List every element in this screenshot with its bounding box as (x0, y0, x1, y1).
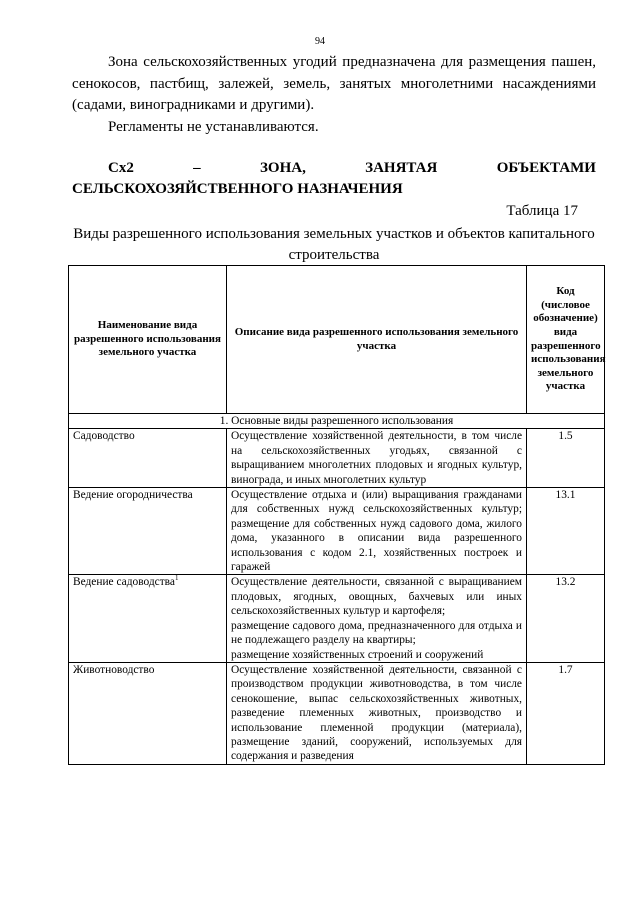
zone-heading-line2: СЕЛЬСКОХОЗЯЙСТВЕННОГО НАЗНАЧЕНИЯ (72, 181, 403, 197)
table-row (69, 662, 605, 764)
table-row (69, 575, 605, 662)
permitted-use-table (68, 265, 605, 765)
use-name: Садоводство (69, 429, 227, 488)
regulations-note: Регламенты не устанавливаются. (108, 119, 319, 135)
section-title: 1. Основные виды разрешенного использования (69, 414, 605, 429)
use-code: 13.2 (527, 575, 605, 662)
zone-word-3: ОБЪЕКТАМИ (496, 160, 596, 176)
page-number: 94 (315, 36, 325, 47)
table-row (69, 488, 605, 575)
use-code: 13.1 (527, 488, 605, 575)
table-title: Виды разрешенного использования земельных участков и объектов капитального строительства (73, 226, 595, 263)
header-code: Код (числовое обозначение) вида разрешенного использования земельного участка (527, 266, 605, 414)
header-name: Наименование вида разрешенного использования земельного участка (69, 266, 227, 414)
table-row (69, 429, 605, 488)
zone-dash: – (193, 160, 201, 176)
use-description: Осуществление хозяйственной деятельности, связанной с производством продукции животноводства, в том числе сенокошение, выпас сельскохозяйственных животных, разведение племенных животных, производство и использование племенной продукции (материала), размещение зданий, сооружений, используемых для содержания и разведения (227, 662, 527, 764)
table-header-row (69, 266, 605, 414)
intro-paragraph: Зона сельскохозяйственных угодий предназначена для размещения пашен, сенокосов, пастбищ, залежей, земель, занятых многолетними насаждениями (садами, виноградниками и другими). (72, 54, 596, 113)
use-name: Животноводство (69, 662, 227, 764)
use-name: Ведение огородничества (69, 488, 227, 575)
use-code: 1.7 (527, 662, 605, 764)
zone-code: Сх2 (108, 160, 134, 176)
section-row (69, 414, 605, 429)
table-label: Таблица 17 (506, 203, 578, 219)
header-description: Описание вида разрешенного использования земельного участка (227, 266, 527, 414)
footnote-marker: 1 (174, 574, 179, 583)
use-code: 1.5 (527, 429, 605, 488)
use-name: Ведение садоводства (73, 576, 175, 589)
zone-word-2: ЗАНЯТАЯ (365, 160, 438, 176)
zone-word-1: ЗОНА, (260, 160, 306, 176)
use-description: Осуществление хозяйственной деятельности, в том числе на сельскохозяйственных угодьях, связанной с выращиванием многолетних плодовых и ягодных культур, винограда, и иных многолетних культур (227, 429, 527, 488)
use-description: Осуществление деятельности, связанной с выращиванием плодовых, ягодных, овощных, бахчевых или иных сельскохозяйственных культур и картофеля; размещение садового дома, предназначенного для отдыха и не подлежащего разделу на квартиры; размещение хозяйственных строений и сооружений (227, 575, 527, 662)
use-description: Осуществление отдыха и (или) выращивания гражданами для собственных нужд сельскохозяйственных культур; размещение для собственных нужд садового дома, жилого дома, указанного в описании вида разрешенного использования с кодом 2.1, хозяйственных построек и гаражей (227, 488, 527, 575)
zone-heading (72, 158, 596, 200)
use-name-cell (69, 575, 227, 662)
